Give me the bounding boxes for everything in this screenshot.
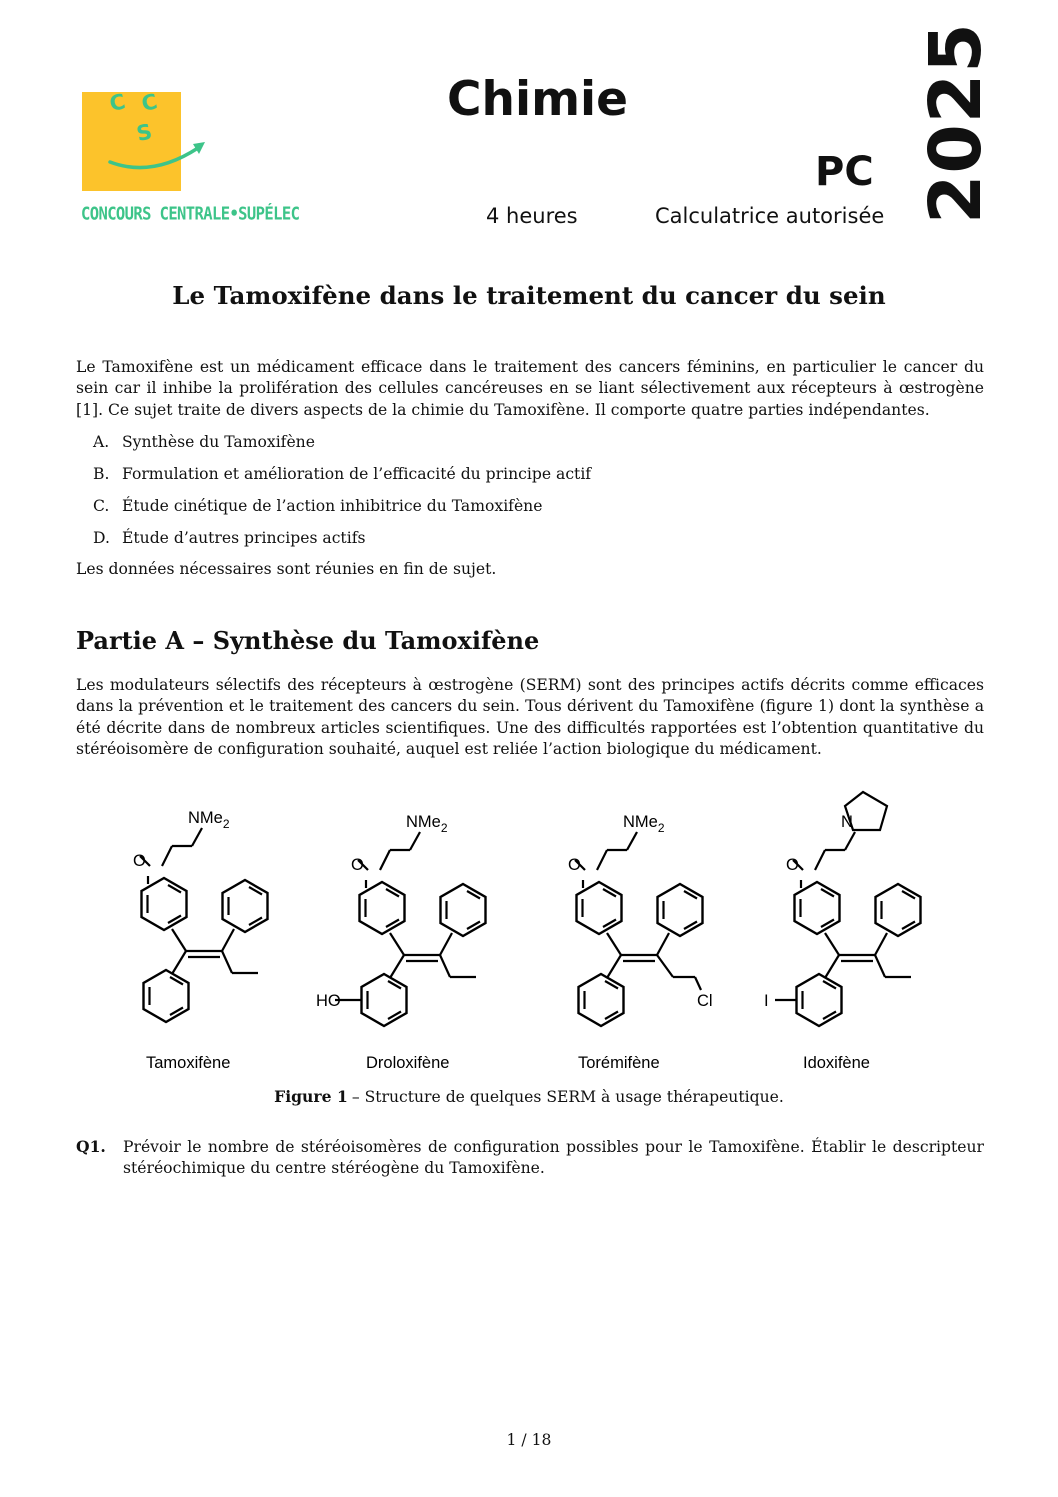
atom-oxygen: O: [786, 856, 799, 874]
logo-icon: [82, 86, 212, 196]
logo-letter-2: C: [139, 89, 160, 117]
part-letter: B.: [93, 465, 110, 483]
atom-oxygen: O: [568, 856, 581, 874]
logo-text: CONCOURS CENTRALE•SUPÉLEC: [81, 204, 300, 225]
molecule-figure: [110, 776, 950, 1081]
section-paragraph: Les modulateurs sélectifs des récepteurs à œstrogène (SERM) sont des principes actifs décrits comme efficaces dans la prévention et le traitement des cancers du sein. Tous dérivent du Tamoxifène (figure 1) dont la synthèse a été décrite dans de nombreux articles scientifiques. Une des difficultés rapportées est l’obtention quantitative du stéréoisomère de configuration souhaité, auquel est reliée l’action biologique du médicament.: [76, 676, 984, 758]
list-item: [93, 494, 591, 526]
logo-letter-1: C: [107, 89, 128, 117]
filiere-label: PC: [815, 149, 874, 195]
part-label: Étude d’autres principes actifs: [122, 529, 366, 547]
list-item: [93, 462, 591, 494]
intro-paragraph: Le Tamoxifène est un médicament efficace dans le traitement des cancers féminins, en particulier le cancer du sein car il inhibe la prolifération des cellules cancéreuses en se liant sélectivement aux récepteurs à œstrogène [1]. Ce sujet traite de divers aspects de la chimie du Tamoxifène. Il comporte quatre parties indépendantes.: [76, 358, 984, 419]
molecule-name: Tamoxifène: [146, 1054, 231, 1072]
amine-label: NMe$_2$: [406, 813, 448, 835]
question-text: Prévoir le nombre de stéréoisomères de configuration possibles pour le Tamoxifène. Établir le descripteur stéréochimique du centre stéréogène du Tamoxifène.: [123, 1138, 984, 1178]
figure-caption: [0, 1087, 1058, 1106]
molecule-name: Torémifène: [578, 1054, 660, 1072]
part-letter: C.: [93, 497, 110, 515]
part-label: Étude cinétique de l’action inhibitrice du Tamoxifène: [122, 497, 543, 515]
list-item: [93, 430, 591, 462]
chloro-label: Cl: [697, 992, 713, 1010]
question-label: Q1.: [76, 1137, 106, 1156]
section-heading: Partie A – Synthèse du Tamoxifène: [76, 626, 540, 655]
hydroxy-label: HO: [316, 992, 341, 1010]
atom-oxygen: O: [133, 852, 146, 870]
caption-text: – Structure de quelques SERM à usage thérapeutique.: [351, 1088, 784, 1106]
list-item: [93, 526, 591, 558]
amine-label: NMe$_2$: [188, 809, 230, 831]
page-title: Le Tamoxifène dans le traitement du cancer du sein: [172, 281, 886, 310]
pyrrolidine-nitrogen: N: [841, 813, 853, 831]
data-note: Les données nécessaires sont réunies en fin de sujet.: [76, 560, 497, 578]
atom-oxygen: O: [351, 856, 364, 874]
iodo-label: I: [764, 992, 769, 1010]
subject-title: Chimie: [447, 72, 629, 127]
logo-letter-3: S: [134, 119, 155, 147]
amine-label: NMe$_2$: [623, 813, 665, 835]
caption-label: Figure 1: [274, 1087, 348, 1106]
part-letter: D.: [93, 529, 110, 547]
part-letter: A.: [93, 433, 110, 451]
part-label: Synthèse du Tamoxifène: [122, 433, 315, 451]
parts-list: [93, 430, 591, 558]
part-label: Formulation et amélioration de l’efficacité du principe actif: [122, 465, 592, 483]
molecule-name: Droloxifène: [366, 1054, 450, 1072]
page-number: 1 / 18: [506, 1431, 552, 1449]
duration-label: 4 heures: [486, 204, 578, 228]
year-label: 2025: [914, 22, 997, 224]
molecule-name: Idoxifène: [803, 1054, 870, 1072]
calculator-label: Calculatrice autorisée: [655, 204, 885, 228]
